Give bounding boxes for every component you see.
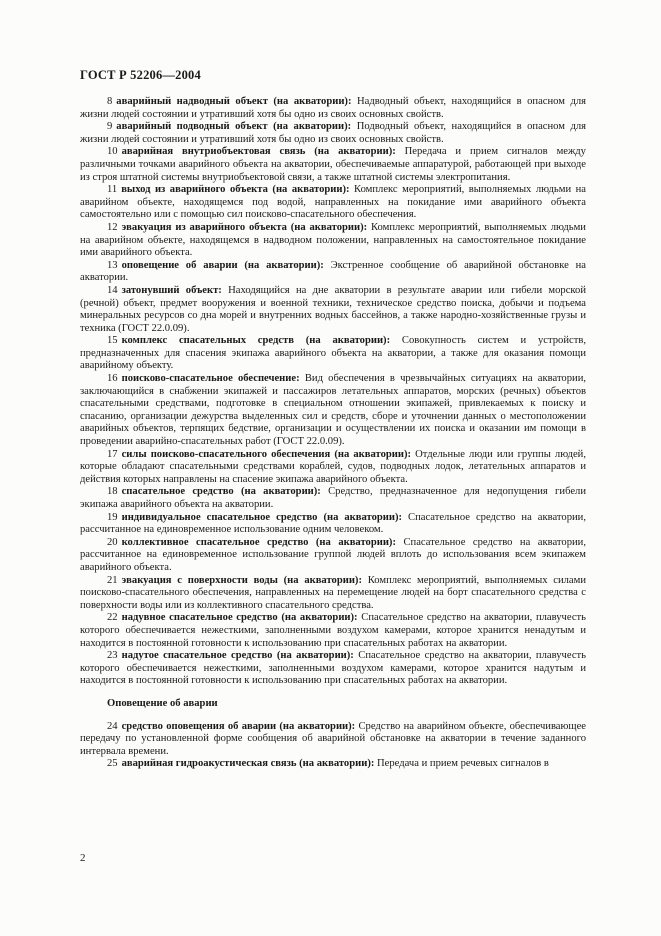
entry-term: эвакуация с поверхности воды (на акватории): xyxy=(121,574,362,586)
entry-number: 22 xyxy=(107,612,118,624)
definition-entry xyxy=(80,373,586,449)
entry-text: Подводный объект, находящийся в опасном для жизни людей состоянии и утративший хотя бы одно из своих основных свойств. xyxy=(80,121,586,145)
definition-entry xyxy=(80,146,586,184)
entry-term: спасательное средство (на акватории): xyxy=(121,486,321,498)
entry-term: аварийная внутриобъектовая связь (на акватории): xyxy=(121,146,396,158)
entry-text: Средство на аварийном объекте, обеспечивающее передачу по установленной форме сообщения об аварийной обстановке на акватории в течение заданного интервала времени. xyxy=(80,720,586,757)
entry-number: 25 xyxy=(107,758,118,770)
entry-number: 19 xyxy=(107,511,118,523)
entry-number: 14 xyxy=(107,284,118,296)
definition-entry xyxy=(80,486,586,511)
entry-text: Вид обеспечения в чрезвычайных ситуациях на акватории, заключающийся в снабжении экипажей и пассажиров летательных аппаратов, морских (речных) объектов спасательными средствами, подготовке в специальном отношении экипажей, привлекаемых к поиску и спасанию, организации дежурства выделенных сил и средств, сборе и уточнении данных о местоположении аварийных объектов, терпящих бедствие, организации и осуществлении их поиска и оказании им помощи в проведении аварийно-спасательных работ (ГОСТ 22.0.09). xyxy=(80,373,587,448)
entry-number: 21 xyxy=(107,574,118,586)
entry-number: 16 xyxy=(107,373,118,385)
entry-text: Отдельные люди или группы людей, которые обладают спасательными средствами кораблей, судов, подводных лодок, летательных аппаратов и действия которых направлены на спасение экипажа аварийного объекта. xyxy=(80,448,586,485)
entry-term: коллективное спасательное средство (на акватории): xyxy=(121,536,396,548)
entry-term: эвакуация из аварийного объекта (на акватории): xyxy=(121,221,368,233)
entry-text: Спасательное средство на акватории, рассчитанное на единовременное использование одним человеком. xyxy=(80,511,586,536)
entry-term: индивидуальное спасательное средство (на акватории): xyxy=(121,511,403,523)
definition-entry xyxy=(80,285,586,335)
definition-entry xyxy=(80,758,586,771)
definition-entry xyxy=(80,121,586,146)
entry-text: Находящийся на дне акватории в результате аварии или гибели морской (речной) объект, предмет вооружения и военной техники, техническое средство поиска, добычи и подъема минеральных ресурсов со дна морей и внутренних водных бассейнов, а также народно-хозяйственные грузы и техника (ГОСТ 22.0.09). xyxy=(80,284,587,334)
entry-term: аварийный надводный объект (на акватории): xyxy=(116,96,352,107)
entry-text: Средство, предназначенное для недопущения гибели экипажа аварийного объекта на акватории. xyxy=(80,486,586,510)
definition-entry xyxy=(80,335,586,373)
entry-text: Совокупность систем и устройств, предназначенных для спасения экипажа аварийного объекта на акватории, а также для оказания помощи аварийному объекту. xyxy=(80,335,587,372)
entry-term: оповещение об аварии (на акватории): xyxy=(121,259,324,271)
entry-number: 8 xyxy=(107,96,113,107)
entry-text: Передача и прием сигналов между различными точками аварийного объекта на акватории, обеспечиваемые аппаратурой, работающей при выходе из строя штатной системы внутриобъектовой связи, а также штатной системы электропитания. xyxy=(80,146,586,183)
definitions-list-a xyxy=(80,96,586,688)
entry-text: Спасательное средство на акватории, плавучесть которого обеспечивается нежесткими, заполненными воздухом камерами, которое хранится надутым и находится в постоянной готовности к использованию при спасательных работах на акватории. xyxy=(80,650,586,687)
entry-number: 24 xyxy=(107,720,118,732)
page-number: 2 xyxy=(80,852,86,864)
entry-number: 23 xyxy=(107,650,118,662)
entry-term: аварийный подводный объект (на акватории): xyxy=(116,121,352,133)
definition-entry xyxy=(80,449,586,487)
definition-entry xyxy=(80,96,586,121)
entry-number: 9 xyxy=(107,121,113,133)
entry-number: 10 xyxy=(107,146,118,158)
entry-term: аварийная гидроакустическая связь (на акватории): xyxy=(121,758,375,770)
entry-text: Комплекс мероприятий, выполняемых людьми на аварийном объекте, находящемся в надводном положении, направленных на самостоятельное покидание ими аварийного объекта. xyxy=(80,221,586,259)
definitions-list-b xyxy=(80,721,586,771)
entry-number: 12 xyxy=(107,221,118,233)
entry-text: Спасательное средство на акватории, плавучесть которого обеспечивается нежесткими, заполненными воздухом камерами, которое хранится ненадутым и находится в постоянной готовности к использованию при спасательных работах на акватории. xyxy=(80,612,586,649)
definition-entry xyxy=(80,512,586,537)
entry-text: Спасательное средство на акватории, рассчитанное на единовременное использование группой людей вплоть до использования всем экипажем аварийного объекта. xyxy=(80,536,586,573)
entry-text: Комплекс мероприятий, выполняемых силами поисково-спасательного обеспечения, направленных на перемещение людей на борт спасательного средства с поверхности воды или из коллективного спасательного средства. xyxy=(80,574,586,611)
entry-number: 15 xyxy=(107,335,118,347)
entry-number: 17 xyxy=(107,448,118,460)
entry-number: 18 xyxy=(107,486,118,498)
entry-term: надутое спасательное средство (на акватории): xyxy=(121,650,354,662)
entry-term: комплекс спасательных средств (на акватории): xyxy=(121,335,391,347)
definition-entry xyxy=(80,721,586,759)
entry-term: средство оповещения об аварии (на акватории): xyxy=(121,720,356,732)
entry-number: 20 xyxy=(107,536,118,548)
section-title: Оповещение об аварии xyxy=(107,697,218,709)
entry-text: Экстренное сообщение об аварийной обстановке на акватории. xyxy=(80,259,586,284)
definition-entry xyxy=(80,650,586,688)
standard-header: ГОСТ Р 52206—2004 xyxy=(80,68,201,82)
entry-number: 13 xyxy=(107,259,118,271)
definition-entry xyxy=(80,260,586,285)
entry-text: Комплекс мероприятий, выполняемых людьми на аварийном объекте, находящемся под водой, направленных на покидание ими аварийного объекта самостоятельно или с помощью сил поисково-спасательного обеспечения. xyxy=(80,184,586,221)
entry-term: затонувший объект: xyxy=(121,284,222,296)
definition-entry xyxy=(80,575,586,613)
definition-entry xyxy=(80,537,586,575)
entry-term: силы поисково-спасательного обеспечения (на акватории): xyxy=(121,448,412,460)
definition-entry xyxy=(80,222,586,260)
entry-number: 11 xyxy=(107,184,118,196)
page-content xyxy=(80,96,586,771)
entry-term: выход из аварийного объекта (на акватории): xyxy=(121,184,350,196)
entry-term: поисково-спасательное обеспечение: xyxy=(121,373,300,385)
definition-entry xyxy=(80,184,586,222)
entry-text: Передача и прием речевых сигналов в xyxy=(377,758,549,770)
entry-text: Надводный объект, находящийся в опасном для жизни людей состоянии и утративший хотя бы одно из своих основных свойств. xyxy=(80,96,586,120)
definition-entry xyxy=(80,612,586,650)
entry-term: надувное спасательное средство (на акватории): xyxy=(121,612,358,624)
